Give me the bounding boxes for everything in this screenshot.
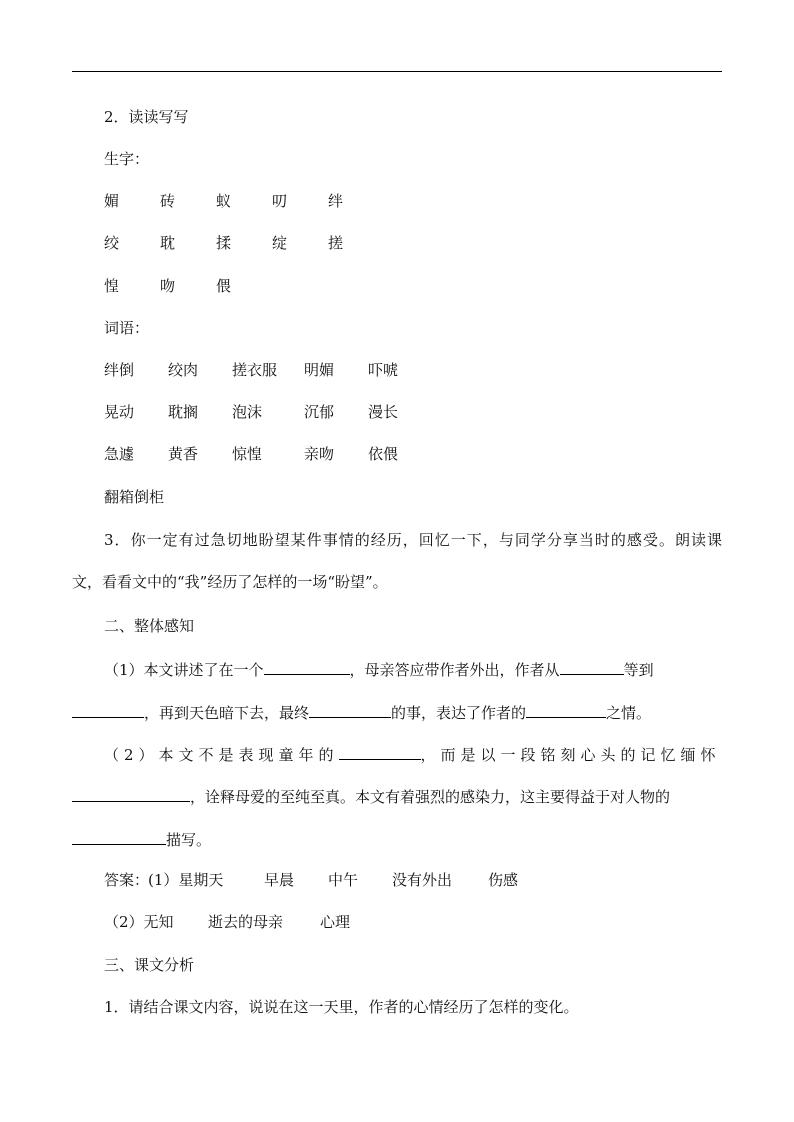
answer-blank[interactable] <box>264 658 350 675</box>
character: 砖 <box>160 192 176 210</box>
character: 媚 <box>104 192 120 210</box>
header-rule <box>72 71 722 72</box>
word: 晃动 <box>104 403 135 421</box>
answer-blank[interactable] <box>526 701 606 718</box>
answer-item: 没有外出 <box>392 871 453 889</box>
shengzi-label: 生字： <box>104 150 150 168</box>
fill-blank-2-line-3: 描写。 <box>72 828 722 850</box>
character: 绽 <box>272 234 288 252</box>
word: 急遽 <box>104 445 135 463</box>
ciyu-label: 词语： <box>104 319 150 337</box>
word: 明媚 <box>304 361 335 379</box>
character: 叨 <box>272 192 288 210</box>
word: 沉郁 <box>304 403 335 421</box>
answer-blank[interactable] <box>560 658 624 675</box>
fill-blank-2-line-1: （2）本文不是表现童年的 ，而是以一段铭刻心头的记忆缅怀 <box>104 743 722 765</box>
character: 偎 <box>216 277 232 295</box>
word: 绞肉 <box>168 361 199 379</box>
answer-blank[interactable] <box>72 828 166 845</box>
answer-item: 中午 <box>328 871 359 889</box>
character: 耽 <box>160 234 176 252</box>
word: 搓衣服 <box>232 361 278 379</box>
answer-item: 伤感 <box>488 871 519 889</box>
character: 绞 <box>104 234 120 252</box>
answer-item: 逝去的母亲 <box>208 913 284 931</box>
answer-item: 早晨 <box>264 871 295 889</box>
question-3-line-2: 文，看看文中的“我”经历了怎样的一场“盼望”。 <box>72 573 388 591</box>
answer-item: (1）星期天 <box>148 871 224 889</box>
section-title-read-write: 2．读读写写 <box>104 108 189 126</box>
word: 耽搁 <box>168 403 199 421</box>
character: 绊 <box>328 192 344 210</box>
word: 黄香 <box>168 445 199 463</box>
part-3-title: 三、课文分析 <box>104 956 195 974</box>
ciyu-last-word: 翻箱倒柜 <box>104 488 165 506</box>
answer-blank[interactable] <box>72 701 144 718</box>
fill-blank-2-line-2: ，诠释母爱的至纯至真。本文有着强烈的感染力，这主要得益于对人物的 <box>72 785 722 807</box>
fill-blank-1-line-1: （1）本文讲述了在一个 ，母亲答应带作者外出，作者从 等到 <box>104 658 722 680</box>
question-3-line-1: 3．你一定有过急切地盼望某件事情的经历，回忆一下，与同学分享当时的感受。朗读课 <box>104 531 722 549</box>
answer-label: 答案： <box>104 871 150 889</box>
character: 吻 <box>160 277 176 295</box>
answer-blank[interactable] <box>339 743 421 760</box>
fill-blank-1-line-2: ，再到天色暗下去，最终 的事，表达了作者的 之情。 <box>72 701 722 723</box>
word: 依偎 <box>368 445 399 463</box>
character: 揉 <box>216 234 232 252</box>
word: 亲吻 <box>304 445 335 463</box>
answer-item: （2）无知 <box>104 913 174 931</box>
word: 绊倒 <box>104 361 135 379</box>
answer-blank[interactable] <box>309 701 391 718</box>
word: 吓唬 <box>368 361 399 379</box>
word: 惊惶 <box>232 445 263 463</box>
word: 泡沫 <box>232 403 263 421</box>
character: 搓 <box>328 234 344 252</box>
word: 漫长 <box>368 403 399 421</box>
part-2-title: 二、整体感知 <box>104 617 195 635</box>
character: 蚁 <box>216 192 232 210</box>
question-1: 1．请结合课文内容，说说在这一天里，作者的心情经历了怎样的变化。 <box>104 998 579 1016</box>
answer-blank[interactable] <box>72 785 190 802</box>
character: 惶 <box>104 277 120 295</box>
answer-item: 心理 <box>320 913 351 931</box>
